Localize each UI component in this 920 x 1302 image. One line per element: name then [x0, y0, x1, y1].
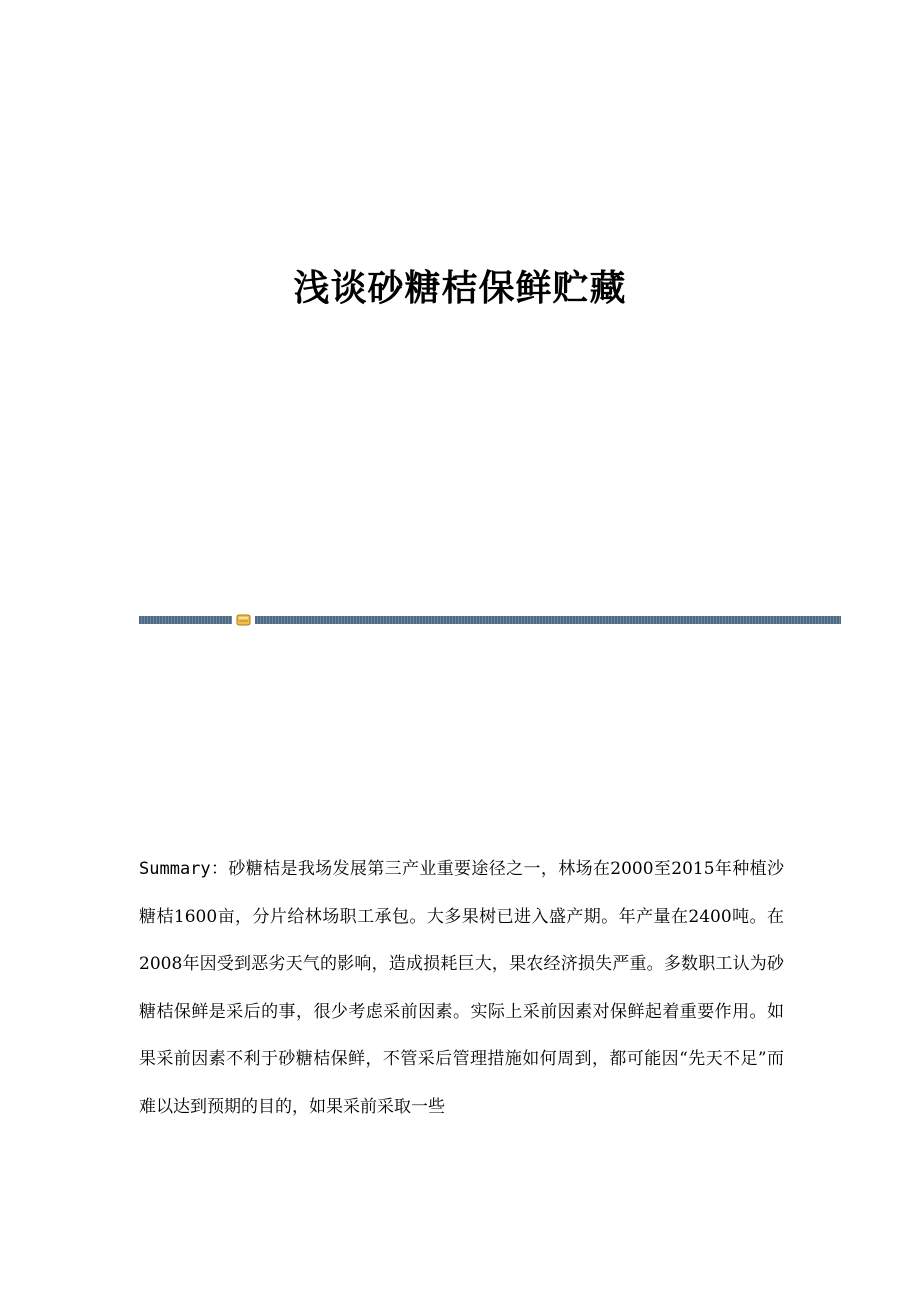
section-divider [139, 614, 841, 626]
summary-text: 砂糖桔是我场发展第三产业重要途径之一，林场在2000至2015年种植沙糖桔1600亩，分片给林场职工承包。大多果树已进入盛产期。年产量在2400吨。在2008年因受到恶劣天气的影响，造成损耗巨大，果农经济损失严重。多数职工认为砂糖桔保鲜是采后的事，很少考虑采前因素。实际上采前因素对保鲜起着重要作用。如果采前因素不利于砂糖桔保鲜，不管采后管理措施如何周到，都可能因“先天不足”而难以达到预期的目的，如果采前采取一些 [139, 859, 784, 1117]
document-title: 浅谈砂糖桔保鲜贮藏 [293, 267, 627, 309]
summary-paragraph [139, 846, 784, 1131]
divider-bar-right [255, 616, 841, 624]
divider-bar-left [139, 616, 232, 624]
summary-label: Summary： [139, 859, 229, 879]
gem-ornament-icon [236, 614, 251, 626]
